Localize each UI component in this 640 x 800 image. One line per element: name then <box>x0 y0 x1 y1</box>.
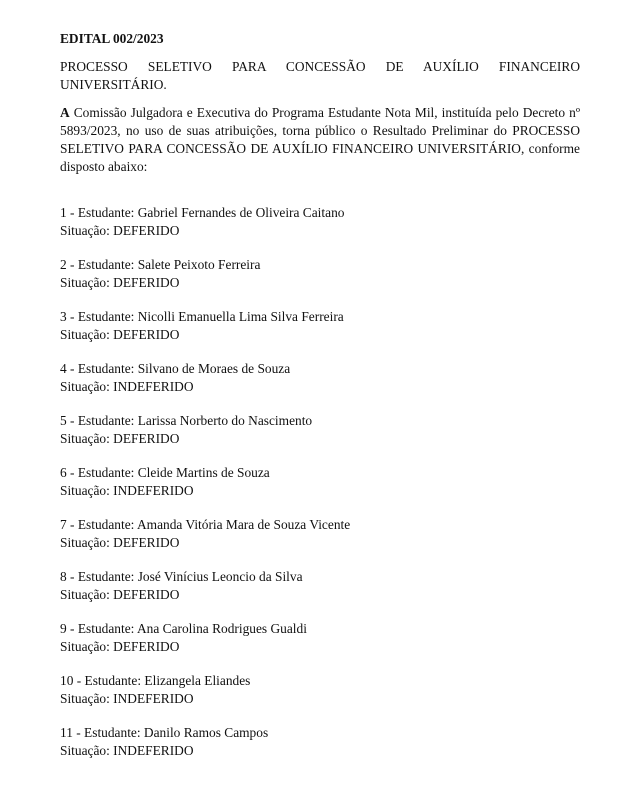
document-subject: PROCESSO SELETIVO PARA CONCESSÃO DE AUXÍLIO FINANCEIRO UNIVERSITÁRIO. <box>60 59 580 92</box>
student-status: Situação: INDEFERIDO <box>60 379 194 394</box>
student-name: 4 - Estudante: Silvano de Moraes de Souza <box>60 361 291 376</box>
student-name: 5 - Estudante: Larissa Norberto do Nascimento <box>60 413 313 428</box>
student-status: Situação: DEFERIDO <box>60 639 180 654</box>
student-status: Situação: INDEFERIDO <box>60 483 194 498</box>
student-entry <box>60 256 580 290</box>
student-name: 8 - Estudante: José Vinícius Leoncio da Silva <box>60 569 303 584</box>
student-status: Situação: INDEFERIDO <box>60 743 194 758</box>
intro-paragraph <box>60 104 580 176</box>
student-entry <box>60 724 580 758</box>
document-page <box>60 30 580 776</box>
student-entry <box>60 516 580 550</box>
student-list <box>60 204 580 758</box>
student-name: 1 - Estudante: Gabriel Fernandes de Oliveira Caitano <box>60 205 345 220</box>
student-name: 3 - Estudante: Nicolli Emanuella Lima Silva Ferreira <box>60 309 344 324</box>
student-entry <box>60 308 580 342</box>
student-entry <box>60 672 580 706</box>
intro-lead: A <box>60 105 70 120</box>
intro-text: Comissão Julgadora e Executiva do Programa Estudante Nota Mil, instituída pelo Decreto nº 5893/2023, no uso de suas atribuições, torna público o Resultado Preliminar do PROCESSO SELETIVO PARA CONCESSÃO DE AUXÍLIO FINANCEIRO UNIVERSITÁRIO, conforme disposto abaixo: <box>60 105 580 174</box>
student-status: Situação: DEFERIDO <box>60 275 180 290</box>
student-name: 9 - Estudante: Ana Carolina Rodrigues Gualdi <box>60 621 307 636</box>
student-entry <box>60 620 580 654</box>
student-name: 11 - Estudante: Danilo Ramos Campos <box>60 725 269 740</box>
student-name: 6 - Estudante: Cleide Martins de Souza <box>60 465 270 480</box>
student-entry <box>60 360 580 394</box>
student-entry <box>60 568 580 602</box>
student-status: Situação: INDEFERIDO <box>60 691 194 706</box>
student-status: Situação: DEFERIDO <box>60 431 180 446</box>
student-entry <box>60 204 580 238</box>
student-entry <box>60 412 580 446</box>
student-status: Situação: DEFERIDO <box>60 535 180 550</box>
student-status: Situação: DEFERIDO <box>60 587 180 602</box>
student-entry <box>60 464 580 498</box>
student-status: Situação: DEFERIDO <box>60 223 180 238</box>
student-status: Situação: DEFERIDO <box>60 327 180 342</box>
student-name: 2 - Estudante: Salete Peixoto Ferreira <box>60 257 261 272</box>
student-name: 10 - Estudante: Elizangela Eliandes <box>60 673 251 688</box>
student-name: 7 - Estudante: Amanda Vitória Mara de Souza Vicente <box>60 517 351 532</box>
document-title: EDITAL 002/2023 <box>60 31 164 46</box>
